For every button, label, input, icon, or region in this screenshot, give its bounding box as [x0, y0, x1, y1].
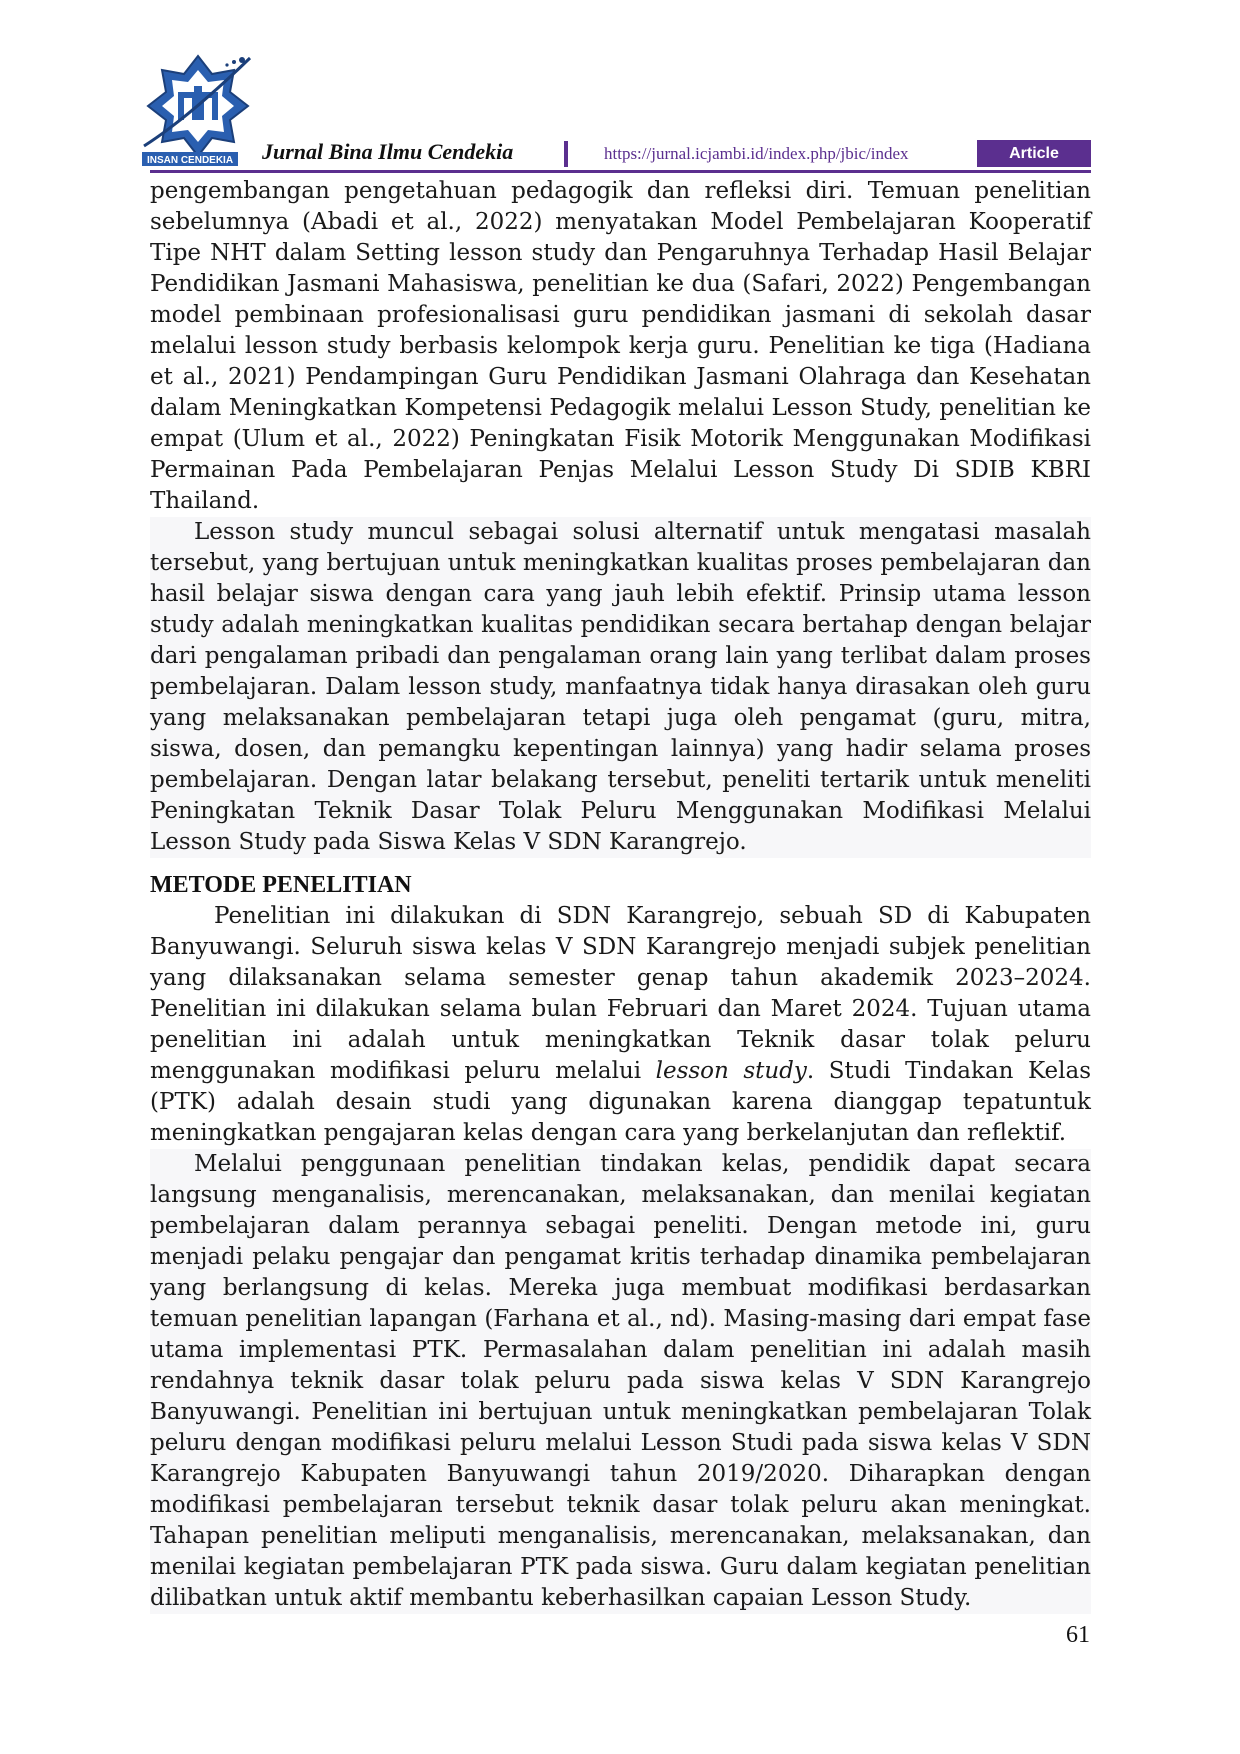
paragraph-metode-italic: lesson study — [655, 1058, 807, 1084]
journal-url-link[interactable]: https://jurnal.icjambi.id/index.php/jbic/index — [604, 144, 909, 163]
paragraph-previous-research: pengembangan pengetahuan pedagogik dan refleksi diri. Temuan penelitian sebelumnya (Abadi et al., 2022) menyatakan Model Pembelajaran Kooperatif Tipe NHT dalam Setting lesson study dan Pengaruhnya Terhadap Hasil Belajar Pendidikan Jasmani Mahasiswa, penelitian ke dua (Safari, 2022) Pengembangan model pembinaan profesionalisasi guru pendidikan jasmani di sekolah dasar melalui lesson study berbasis kelompok kerja guru. Penelitian ke tiga (Hadiana et al., 2021) Pendampingan Guru Pendidikan Jasmani Olahraga dan Kesehatan dalam Meningkatkan Kompetensi Pedagogik melalui Lesson Study, penelitian ke empat (Ulum et al., 2022) Peningkatan Fisik Motorik Menggunakan Modifikasi Permainan Pada Pembelajaran Penjas Melalui Lesson Study Di SDIB KBRI Thailand. — [150, 178, 1091, 514]
header-rule — [150, 170, 1091, 173]
logo-emblem — [142, 56, 250, 166]
article-type-badge: Article — [977, 140, 1091, 167]
page-number: 61 — [1066, 1622, 1090, 1648]
paragraph-ptk: Melalui penggunaan penelitian tindakan kelas, pendidik dapat secara langsung menganalisis, merencanakan, melaksanakan, dan menilai kegiatan pembelajaran dalam perannya sebagai peneliti. Dengan metode ini, guru menjadi pelaku pengajar dan pengamat kritis terhadap dinamika pembelajaran yang berlangsung di kelas. Mereka juga membuat modifikasi berdasarkan temuan penelitian lapangan (Farhana et al., nd). Masing-masing dari empat fase utama implementasi PTK. Permasalahan dalam penelitian ini adalah masih rendahnya teknik dasar tolak peluru pada siswa kelas V SDN Karangrejo Banyuwangi. Penelitian ini bertujuan untuk meningkatkan pembelajaran Tolak peluru dengan modifikasi peluru melalui Lesson Studi pada siswa kelas V SDN Karangrejo Kabupaten Banyuwangi tahun 2019/2020. Diharapkan dengan modifikasi pembelajaran tersebut teknik dasar tolak peluru akan meningkat. Tahapan penelitian meliputi menganalisis, merencanakan, melaksanakan, dan menilai kegiatan pembelajaran PTK pada siswa. Guru dalam kegiatan penelitian dilibatkan untuk aktif membantu keberhasilkan capaian Lesson Study. — [150, 1149, 1091, 1614]
paragraph-metode-text: Penelitian ini dilakukan di SDN Karangrejo, sebuah SD di Kabupaten Banyuwangi. Seluruh siswa kelas V SDN Karangrejo menjadi subjek penelitian yang dilaksanakan selama semester genap tahun akademik 2023–2024. Penelitian ini dilakukan selama bulan Februari dan Maret 2024. Tujuan utama penelitian ini adalah untuk meningkatkan Teknik dasar tolak peluru menggunakan modifikasi peluru melalui — [150, 903, 1091, 1084]
section-heading-metode: METODE PENELITIAN — [150, 872, 412, 898]
paragraph-lesson-study: Lesson study muncul sebagai solusi alternatif untuk mengatasi masalah tersebut, yang bertujuan untuk meningkatkan kualitas proses pembelajaran dan hasil belajar siswa dengan cara yang jauh lebih efektif. Prinsip utama lesson study adalah meningkatkan kualitas pendidikan secara bertahap dengan belajar dari pengalaman pribadi dan pengalaman orang lain yang terlibat dalam proses pembelajaran. Dalam lesson study, manfaatnya tidak hanya dirasakan oleh guru yang melaksanakan pembelajaran tetapi juga oleh pengamat (guru, mitra, siswa, dosen, dan pemangku kepentingan lainnya) yang hadir selama proses pembelajaran. Dengan latar belakang tersebut, peneliti tertarik untuk meneliti Peningkatan Teknik Dasar Tolak Peluru Menggunakan Modifikasi Melalui Lesson Study pada Siswa Kelas V SDN Karangrejo. — [150, 517, 1091, 858]
journal-title: Jurnal Bina Ilmu Cendekia — [262, 139, 514, 164]
header-separator — [564, 141, 568, 167]
article-body — [150, 176, 1091, 1614]
paragraph-metode — [150, 901, 1091, 1149]
paragraph-metode-text-end: . Studi Tindakan Kelas (PTK) adalah desain studi yang digunakan karena dianggap tepatuntuk meningkatkan pengajaran kelas dengan cara yang berkelanjutan dan reflektif. — [150, 1058, 1092, 1146]
logo-text: INSAN CENDEKIA — [146, 155, 234, 166]
journal-logo — [138, 48, 258, 168]
